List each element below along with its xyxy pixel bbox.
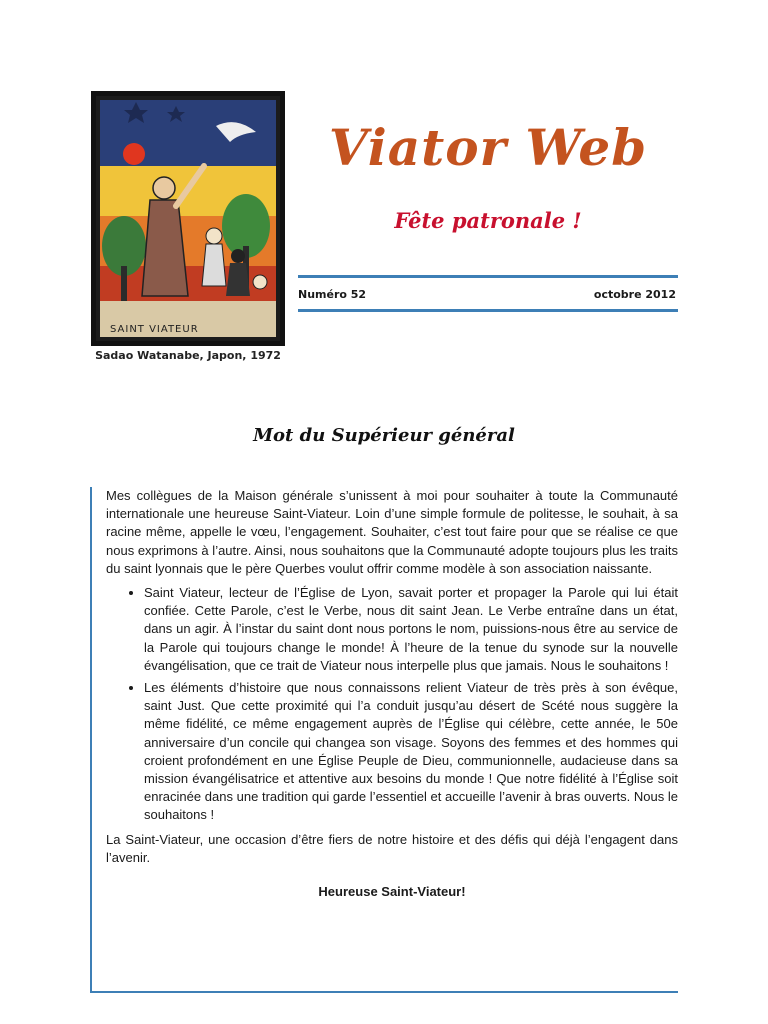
issue-number: Numéro 52 (298, 288, 367, 301)
article-conclusion: La Saint-Viateur, une occasion d’être fiers de notre histoire et des défis qui déjà l’engagent dans l’avenir. (106, 831, 678, 865)
issue-info-bar (298, 288, 678, 302)
article-intro: Mes collègues de la Maison générale s’unissent à moi pour souhaiter à toute la Communauté internationale une heureuse Saint-Viateur. Loin d’une simple formule de politesse, le souhait, à sa racine même, appelle le vœu, l’engagement. Souhaiter, c’est tout faire pour que se réalise ce que nous exprimons à l’autre. Ainsi, nous souhaitons que la Communauté adopte toujours plus les traits du saint lyonnais que le père Querbes voulut offrir comme modèle à son association naissante. (106, 488, 678, 576)
saint-viateur-woodcut-image (96, 96, 280, 341)
list-item: • Les éléments d’histoire que nous connaissons relient Viateur de très près à son évêque, saint Just. Que cette proximité qui l’a conduit jusqu’au désert de Scété nous suggère la même fidélité, ce même engagement auprès de l’Église qui célèbre, cette année, le 50e anniversaire d’un concile qui changea son visage. Soyons des femmes et des hommes qui croient profondément en une Église Peuple de Dieu, communionnelle, audacieuse dans sa mission évangélisatrice et attentive aux besoins du monde ! Que notre fidélité à l’Église soit enracinée dans une tradition qui garde l’essentiel et accueille l’avenir à bras ouverts. Nous le souhaitons ! (144, 679, 678, 825)
cover-artwork (91, 91, 285, 346)
art-label: SAINT VIATEUR (110, 324, 199, 335)
issue-theme: Fête patronale ! (394, 208, 582, 233)
cover-caption: Sadao Watanabe, Japon, 1972 (95, 349, 281, 362)
closing-greeting: Heureuse Saint-Viateur! (318, 884, 466, 900)
list-item: • Saint Viateur, lecteur de l’Église de Lyon, savait porter et propager la Parole qui lui était confiée. Cette Parole, c’est le Verbe, nous dit saint Jean. Le Verbe entraîne dans un état, dans un agir. À l’instar du saint dont nous portons le nom, puissions-nous être au service de la Parole qui toujours change le monde! À l’heure de la tenue du synode sur la nouvelle évangélisation, que ce trait de Viateur nous interpelle plus que jamais. Nous le souhaitons ! (144, 584, 678, 675)
article-bullet-list (106, 584, 678, 825)
bottom-rule (298, 309, 678, 312)
article-body (90, 487, 678, 993)
top-rule (298, 275, 678, 278)
newsletter-title: Viator Web (328, 118, 648, 177)
issue-date: octobre 2012 (593, 288, 676, 301)
section-heading: Mot du Supérieur général (253, 425, 515, 446)
